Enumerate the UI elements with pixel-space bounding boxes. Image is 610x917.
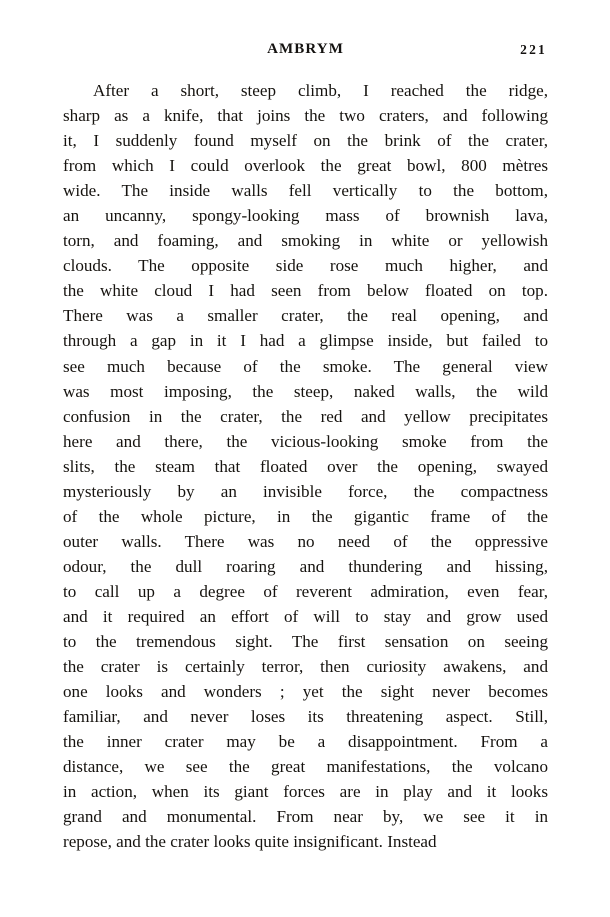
text-line [63, 479, 548, 504]
text-line [63, 253, 548, 278]
running-head-title: AMBRYM [267, 41, 344, 57]
text-line [63, 454, 548, 479]
text-line-content: There was a smaller crater, the real opening, and [63, 306, 548, 326]
text-line-content: grand and monumental. From near by, we see it in [63, 807, 548, 827]
text-line [63, 629, 548, 654]
text-line [63, 579, 548, 604]
text-line [63, 804, 548, 829]
text-line-content: distance, we see the great manifestations, the volcano [63, 757, 548, 777]
running-head [63, 41, 547, 63]
text-line-content: was most imposing, the steep, naked walls, the wild [63, 381, 548, 401]
text-line [63, 529, 548, 554]
text-line-content: and it required an effort of will to stay and grow used [63, 606, 548, 626]
text-line [63, 729, 548, 754]
text-line [63, 404, 548, 429]
text-line-content: After a short, steep climb, I reached the ridge, [93, 81, 548, 100]
text-line [63, 779, 548, 804]
text-line-content: confusion in the crater, the red and yellow precipitates [63, 406, 548, 426]
text-line [63, 78, 548, 103]
text-line [63, 504, 548, 529]
text-line [63, 554, 548, 579]
text-line [63, 328, 548, 353]
text-line-content: see much because of the smoke. The general view [63, 356, 548, 376]
text-line-content: familiar, and never loses its threatening aspect. Still, [63, 707, 548, 727]
text-line [63, 303, 548, 328]
text-line-content: here and there, the vicious-looking smoke from the [63, 431, 548, 451]
text-line [63, 379, 548, 404]
text-line-content: it, I suddenly found myself on the brink of the crater, [63, 131, 548, 151]
text-line-content: odour, the dull roaring and thundering and hissing, [63, 556, 548, 576]
text-line-content: one looks and wonders ; yet the sight never becomes [63, 682, 548, 702]
text-line [63, 829, 548, 854]
text-line-content: of the whole picture, in the gigantic frame of the [63, 506, 548, 526]
text-line [63, 679, 548, 704]
text-line [63, 128, 548, 153]
text-line-content: the inner crater may be a disappointment. From a [63, 732, 548, 752]
body-text-block [63, 78, 548, 854]
text-line [63, 203, 548, 228]
page-number: 221 [520, 42, 547, 57]
text-line-content: clouds. The opposite side rose much higher, and [63, 256, 548, 276]
text-line-content: mysteriously by an invisible force, the compactness [63, 481, 548, 501]
text-line-content: through a gap in it I had a glimpse inside, but failed to [63, 331, 548, 351]
text-line-content: repose, and the crater looks quite insignificant. Instead [63, 832, 437, 852]
text-line-content: outer walls. There was no need of the oppressive [63, 531, 548, 551]
text-line [63, 754, 548, 779]
text-line [63, 704, 548, 729]
text-line [63, 429, 548, 454]
text-line-content: to the tremendous sight. The first sensation on seeing [63, 632, 548, 652]
text-line [63, 354, 548, 379]
text-line-content: an uncanny, spongy-looking mass of brownish lava, [63, 206, 548, 226]
text-line-content: wide. The inside walls fell vertically to the bottom, [63, 181, 548, 201]
text-line [63, 153, 548, 178]
text-line [63, 178, 548, 203]
text-line-content: the crater is certainly terror, then curiosity awakens, and [63, 657, 548, 677]
text-line [63, 604, 548, 629]
text-line-content: to call up a degree of reverent admiration, even fear, [63, 581, 548, 601]
text-line-content: sharp as a knife, that joins the two craters, and following [63, 106, 548, 126]
text-line-content: slits, the steam that floated over the opening, swayed [63, 456, 548, 476]
text-line [63, 278, 548, 303]
text-line-content: the white cloud I had seen from below floated on top. [63, 281, 548, 301]
text-line [63, 103, 548, 128]
text-line-content: from which I could overlook the great bowl, 800 mètres [63, 156, 548, 176]
paragraph [63, 78, 548, 854]
text-line-content: in action, when its giant forces are in play and it looks [63, 782, 548, 802]
text-line [63, 228, 548, 253]
text-line-content: torn, and foaming, and smoking in white or yellowish [63, 231, 548, 251]
text-line [63, 654, 548, 679]
